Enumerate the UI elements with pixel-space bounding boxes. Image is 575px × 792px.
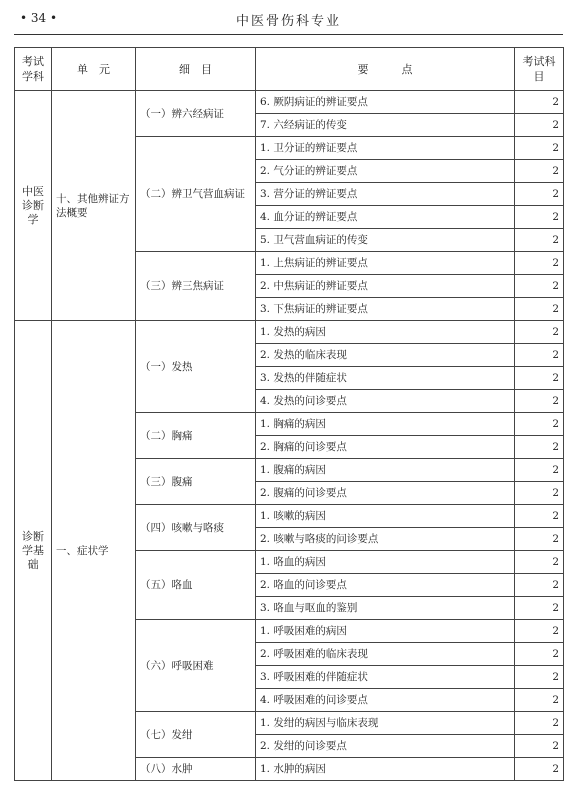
grade-cell: 2	[515, 551, 564, 574]
grade-cell: 2	[515, 183, 564, 206]
item-cell: （一）发热	[136, 321, 256, 413]
grade-cell: 2	[515, 160, 564, 183]
grade-cell: 2	[515, 666, 564, 689]
col-header-points: 要 点	[256, 48, 515, 91]
item-cell: （二）胸痛	[136, 413, 256, 459]
point-cell: 1. 发绀的病因与临床表现	[256, 712, 515, 735]
grade-cell: 2	[515, 298, 564, 321]
point-cell: 1. 水肿的病因	[256, 758, 515, 781]
grade-cell: 2	[515, 367, 564, 390]
table-row	[15, 91, 564, 114]
grade-cell: 2	[515, 114, 564, 137]
grade-cell: 2	[515, 758, 564, 781]
grade-cell: 2	[515, 252, 564, 275]
grade-cell: 2	[515, 482, 564, 505]
point-cell: 2. 呼吸困难的临床表现	[256, 643, 515, 666]
col-header-item: 细 目	[136, 48, 256, 91]
unit-cell: 十、其他辨证方法概要	[52, 91, 136, 321]
table-row	[15, 321, 564, 344]
page-number: • 34 •	[20, 11, 58, 25]
grade-cell: 2	[515, 390, 564, 413]
point-cell: 3. 营分证的辨证要点	[256, 183, 515, 206]
col-header-grade: 考试科目	[515, 48, 564, 91]
grade-cell: 2	[515, 712, 564, 735]
item-cell: （七）发绀	[136, 712, 256, 758]
table-header-row	[15, 48, 564, 91]
item-cell: （四）咳嗽与咯痰	[136, 505, 256, 551]
point-cell: 4. 血分证的辨证要点	[256, 206, 515, 229]
point-cell: 1. 发热的病因	[256, 321, 515, 344]
grade-cell: 2	[515, 436, 564, 459]
item-cell: （一）辨六经病证	[136, 91, 256, 137]
point-cell: 1. 卫分证的辨证要点	[256, 137, 515, 160]
col-header-subject: 考试学科	[15, 48, 52, 91]
item-cell: （三）辨三焦病证	[136, 252, 256, 321]
point-cell: 1. 腹痛的病因	[256, 459, 515, 482]
unit-cell: 一、症状学	[52, 321, 136, 781]
col-header-unit: 单 元	[52, 48, 136, 91]
item-cell: （二）辨卫气营血病证	[136, 137, 256, 252]
table-body	[15, 91, 564, 781]
point-cell: 4. 发热的问诊要点	[256, 390, 515, 413]
subject-cell: 诊断学基础	[15, 321, 52, 781]
grade-cell: 2	[515, 597, 564, 620]
grade-cell: 2	[515, 413, 564, 436]
grade-cell: 2	[515, 459, 564, 482]
point-cell: 2. 中焦病证的辨证要点	[256, 275, 515, 298]
grade-cell: 2	[515, 137, 564, 160]
point-cell: 4. 呼吸困难的问诊要点	[256, 689, 515, 712]
point-cell: 2. 发绀的问诊要点	[256, 735, 515, 758]
point-cell: 2. 咯血的问诊要点	[256, 574, 515, 597]
item-cell: （五）咯血	[136, 551, 256, 620]
point-cell: 2. 发热的临床表现	[256, 344, 515, 367]
grade-cell: 2	[515, 229, 564, 252]
point-cell: 3. 发热的伴随症状	[256, 367, 515, 390]
syllabus-table	[14, 47, 564, 781]
running-header	[14, 6, 563, 35]
point-cell: 2. 咳嗽与咯痰的问诊要点	[256, 528, 515, 551]
point-cell: 7. 六经病证的传变	[256, 114, 515, 137]
item-cell: （三）腹痛	[136, 459, 256, 505]
header-title: 中医骨伤科专业	[235, 14, 341, 29]
item-cell: （六）呼吸困难	[136, 620, 256, 712]
point-cell: 1. 胸痛的病因	[256, 413, 515, 436]
grade-cell: 2	[515, 275, 564, 298]
point-cell: 2. 腹痛的问诊要点	[256, 482, 515, 505]
grade-cell: 2	[515, 643, 564, 666]
point-cell: 1. 咳嗽的病因	[256, 505, 515, 528]
point-cell: 1. 呼吸困难的病因	[256, 620, 515, 643]
grade-cell: 2	[515, 344, 564, 367]
grade-cell: 2	[515, 321, 564, 344]
point-cell: 5. 卫气营血病证的传变	[256, 229, 515, 252]
grade-cell: 2	[515, 528, 564, 551]
grade-cell: 2	[515, 735, 564, 758]
grade-cell: 2	[515, 574, 564, 597]
point-cell: 2. 气分证的辨证要点	[256, 160, 515, 183]
grade-cell: 2	[515, 689, 564, 712]
point-cell: 3. 下焦病证的辨证要点	[256, 298, 515, 321]
point-cell: 2. 胸痛的问诊要点	[256, 436, 515, 459]
point-cell: 1. 上焦病证的辨证要点	[256, 252, 515, 275]
item-cell: （八）水肿	[136, 758, 256, 781]
point-cell: 3. 呼吸困难的伴随症状	[256, 666, 515, 689]
point-cell: 1. 咯血的病因	[256, 551, 515, 574]
grade-cell: 2	[515, 505, 564, 528]
point-cell: 6. 厥阴病证的辨证要点	[256, 91, 515, 114]
grade-cell: 2	[515, 91, 564, 114]
point-cell: 3. 咯血与呕血的鉴别	[256, 597, 515, 620]
subject-cell: 中医诊断学	[15, 91, 52, 321]
grade-cell: 2	[515, 206, 564, 229]
grade-cell: 2	[515, 620, 564, 643]
